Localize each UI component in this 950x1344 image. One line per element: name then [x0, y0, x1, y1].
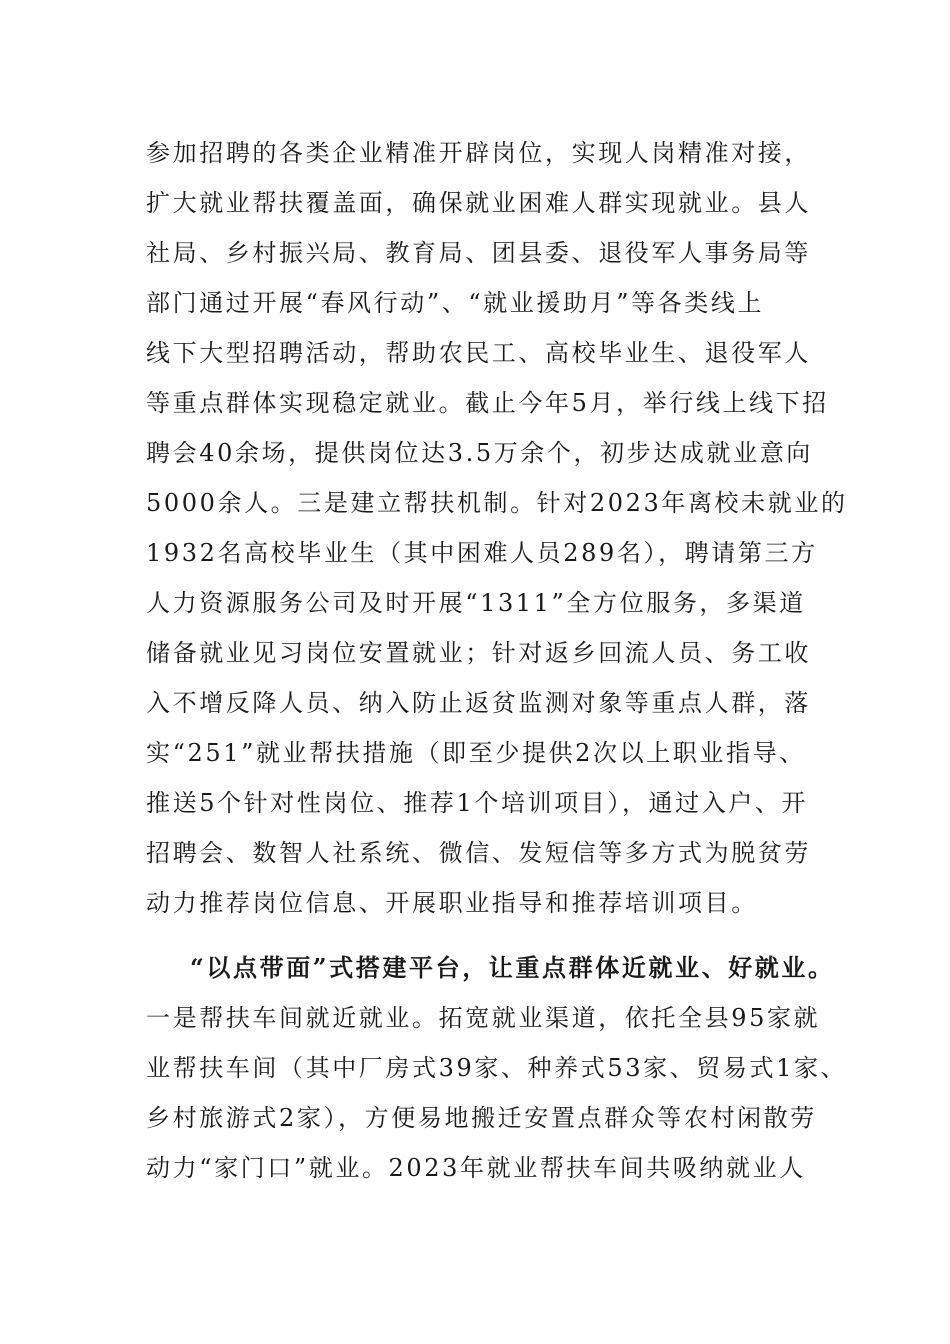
paragraph-line: 等重点群体实现稳定就业。截止今年5月，举行线上线下招 — [146, 389, 829, 417]
paragraph-line: 线下大型招聘活动，帮助农民工、高校毕业生、退役军人 — [146, 339, 811, 367]
paragraph-line: 扩大就业帮扶覆盖面，确保就业困难人群实现就业。县人 — [146, 189, 811, 217]
paragraph-line: 储备就业见习岗位安置就业；针对返乡回流人员、务工收 — [146, 639, 811, 667]
paragraph-line: 入不增反降人员、纳入防止返贫监测对象等重点人群，落 — [146, 689, 811, 717]
paragraph-line: 社局、乡村振兴局、教育局、团县委、退役军人事务局等 — [146, 239, 811, 267]
paragraph-line: 部门通过开展“春风行动”、“就业援助月”等各类线上 — [146, 289, 765, 317]
paragraph-line: 招聘会、数智人社系统、微信、发短信等多方式为脱贫劳 — [146, 839, 811, 867]
section-heading: “以点带面”式搭建平台，让重点群体近就业、好就业。 — [190, 953, 835, 982]
paragraph-line: 聘会40余场，提供岗位达3.5万余个，初步达成就业意向 — [146, 439, 813, 467]
paragraph-line: 1932名高校毕业生（其中困难人员289名），聘请第三方 — [146, 539, 818, 567]
paragraph-line: 动力推荐岗位信息、开展职业指导和推荐培训项目。 — [146, 889, 758, 917]
paragraph-line: 人力资源服务公司及时开展“1311”全方位服务，多渠道 — [146, 589, 806, 617]
paragraph-line: 5000余人。三是建立帮扶机制。针对2023年离校未就业的 — [146, 489, 848, 517]
paragraph-line: 动力“家门口”就业。2023年就业帮扶车间共吸纳就业人 — [146, 1154, 806, 1182]
paragraph-line: 参加招聘的各类企业精准开辟岗位，实现人岗精准对接， — [146, 139, 811, 167]
paragraph-line: 乡村旅游式2家），方便易地搬迁安置点群众等农村闲散劳 — [146, 1104, 817, 1132]
paragraph-line: 一是帮扶车间就近就业。拓宽就业渠道，依托全县95家就 — [146, 1004, 821, 1032]
paragraph-line: 业帮扶车间（其中厂房式39家、种养式53家、贸易式1家、 — [146, 1054, 848, 1082]
paragraph-line: 实“251”就业帮扶措施（即至少提供2次以上职业指导、 — [146, 739, 806, 767]
paragraph-line: 推送5个针对性岗位、推荐1个培训项目），通过入户、开 — [146, 789, 809, 817]
